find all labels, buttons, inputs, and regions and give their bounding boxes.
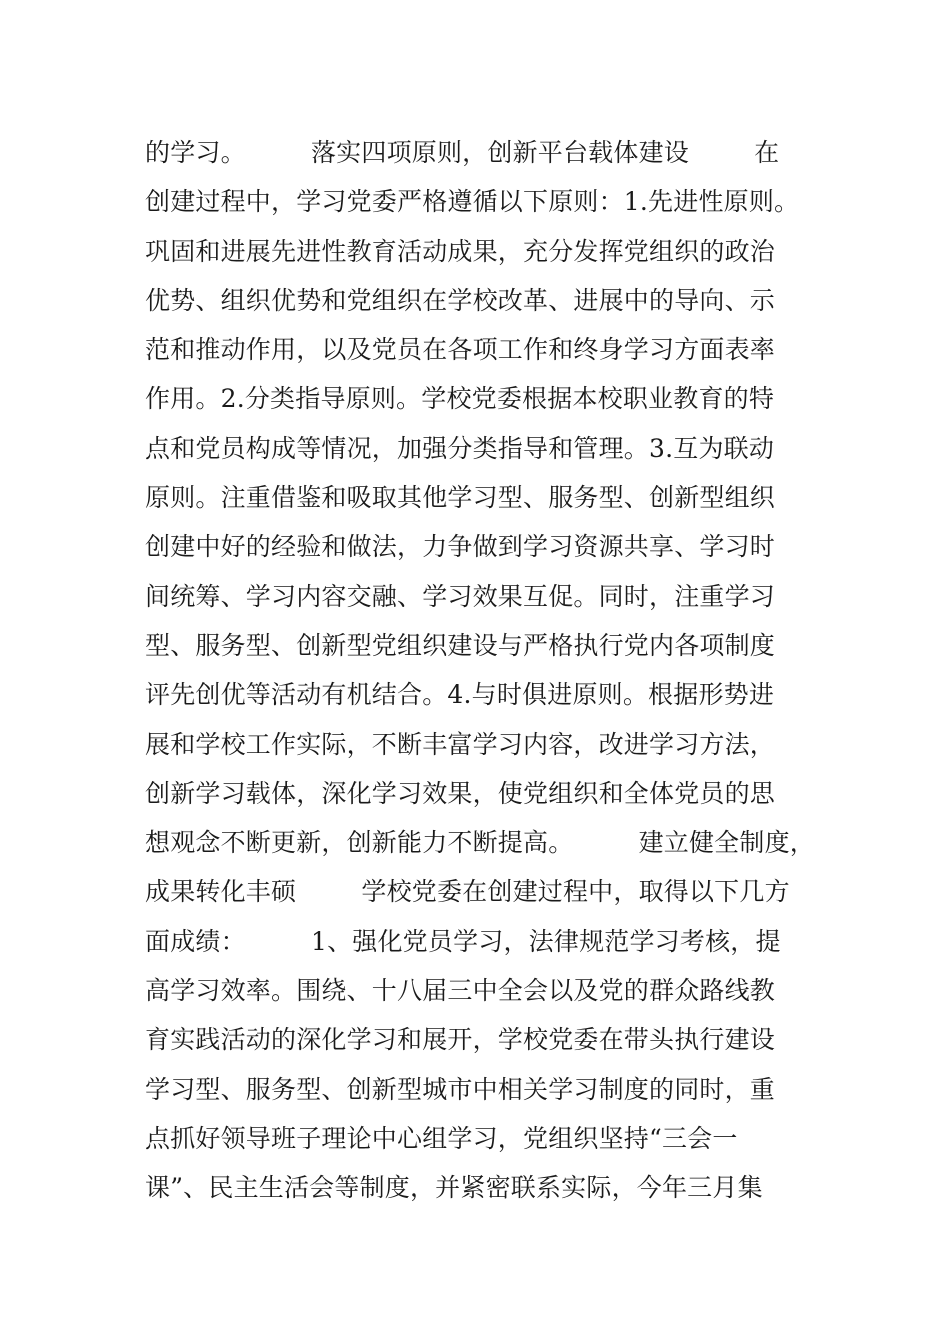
text-line: 学习型、服务型、创新型城市中相关学习制度的同时，重 [145, 1074, 776, 1104]
text-line: 创新学习载体，深化学习效果，使党组织和全体党员的思 [145, 778, 776, 808]
text-line: 巩固和进展先进性教育活动成果，充分发挥党组织的政治 [145, 236, 776, 266]
text-line: 评先创优等活动有机结合。4.与时俱进原则。根据形势进 [145, 680, 775, 710]
text-line: 点和党员构成等情况，加强分类指导和管理。3.互为联动 [145, 433, 775, 463]
text-line: 想观念不断更新，创新能力不断提高。 建立健全制度， [145, 828, 815, 858]
text-line: 点抓好领导班子理论中心组学习，党组织坚持“三会一 [145, 1123, 738, 1153]
text-line: 成果转化丰硕 学校党委在创建过程中，取得以下几方 [145, 877, 790, 907]
text-line: 课”、民主生活会等制度，并紧密联系实际，今年三月集 [145, 1173, 763, 1203]
text-line: 优势、组织优势和党组织在学校改革、进展中的导向、示 [145, 285, 776, 315]
text-line: 原则。注重借鉴和吸取其他学习型、服务型、创新型组织 [145, 483, 776, 513]
text-line: 高学习效率。围绕、十八届三中全会以及党的群众路线教 [145, 976, 776, 1006]
text-line: 作用。2.分类指导原则。学校党委根据本校职业教育的特 [145, 384, 775, 414]
text-line: 型、服务型、创新型党组织建设与严格执行党内各项制度 [145, 630, 776, 660]
text-line: 面成绩： 1、强化党员学习，法律规范学习考核，提 [145, 926, 781, 956]
body-text [145, 128, 835, 1213]
text-line: 范和推动作用，以及党员在各项工作和终身学习方面表率 [145, 335, 776, 365]
text-line: 的学习。 落实四项原则，创新平台载体建设 在 [145, 138, 780, 167]
text-line: 创建过程中，学习党委严格遵循以下原则：1.先进性原则。 [145, 187, 800, 217]
text-line: 展和学校工作实际，不断丰富学习内容，改进学习方法， [145, 729, 776, 759]
text-line: 间统筹、学习内容交融、学习效果互促。同时，注重学习 [145, 581, 776, 611]
text-line: 育实践活动的深化学习和展开，学校党委在带头执行建设 [145, 1025, 776, 1055]
text-line: 创建中好的经验和做法，力争做到学习资源共享、学习时 [145, 532, 776, 562]
